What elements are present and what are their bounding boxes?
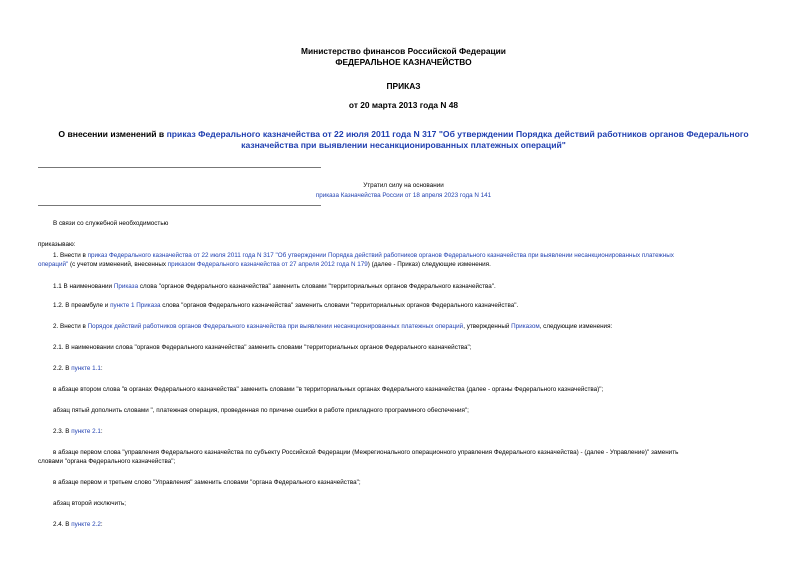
text: 1.2. В преамбуле и [53,302,111,309]
text: слова "органов Федерального казначейства" заменить словами "территориальных органов Федерального казначейства". [160,302,519,309]
link-order-179[interactable]: приказом Федерального казначейства от 27 апреля 2012 года N 179 [167,261,368,268]
paragraph-1-1 [53,282,496,291]
link-order[interactable]: Приказа [136,302,161,309]
text: 2.3. В [53,428,72,435]
link-procedure[interactable]: Порядок действий работников органов Федерального казначейства при выявлении несанкционированных платежных операций [87,323,464,330]
paragraph: в абзаце первом слова "управления Федерального казначейства по субъекту Российской Федерации (Межрегионального операционного управления Федерального казначейства) - (далее - Управление)" заменить [53,449,679,456]
paragraph: В связи со служебной необходимостью [53,220,169,227]
text: 1.1 В наименовании [53,283,114,290]
paragraph-2-4 [53,520,103,529]
text: 1. Внести в [53,252,88,259]
link-order[interactable]: Приказом [511,323,540,330]
paragraph: абзац пятый дополнить словами ", платежная операция, проведенная по причине ошибки в работе прикладного программного обеспечения"; [53,407,469,414]
paragraph-2-2 [53,364,103,373]
link-point-1-1[interactable]: пункте 1.1 [71,365,101,372]
link-point-2-2[interactable]: пункте 2.2 [71,521,101,528]
paragraph-1-cont [38,260,491,269]
doc-date-number: от 20 марта 2013 года N 48 [348,100,459,110]
divider-top [38,167,321,168]
doc-title [30,129,777,151]
text: , следующие изменения: [539,323,613,330]
paragraph: приказываю: [38,241,76,248]
link-point-1[interactable]: пункте 1 [110,302,135,309]
paragraph-2 [53,322,612,331]
paragraph-cont: словами "органа Федерального казначейства"; [38,458,176,465]
link-order[interactable]: Приказа [113,283,139,290]
paragraph: в абзаце втором слова "в органах Федерального казначейства" заменить словами "в территориальных органах Федерального казначейства (далее - органы Федерального казначейства)"; [53,386,604,393]
text: 2. Внести в [53,323,88,330]
link-point-2-1[interactable]: пункте 2.1 [71,428,101,435]
title-prefix: О внесении изменений в [58,129,167,139]
text: 2.4. В [53,521,72,528]
text: : [100,428,103,435]
ministry-name: Министерство финансов Российской Федерации [301,46,506,56]
text: , утвержденный [463,323,512,330]
notice-text: Утратил силу на основании [363,182,444,189]
link-order-317[interactable]: приказ Федерального казначейства от 22 июля 2011 года N 317 "Об утверждении Порядка действий работников органов Федерального казначейства при выявлении несанкционированных платежных [87,252,674,259]
paragraph-1 [53,251,674,260]
agency-name: ФЕДЕРАЛЬНОЕ КАЗНАЧЕЙСТВО [335,57,472,67]
divider-bottom [38,205,321,206]
text: : [100,521,103,528]
paragraph-2-3 [53,427,103,436]
doc-type: ПРИКАЗ [386,81,421,91]
paragraph-2-1: 2.1. В наименовании слова "органов Федерального казначейства" заменить словами "территориальных органов Федерального казначейства"; [53,344,472,351]
link-order-317-cont[interactable]: операций" [38,261,69,268]
notice-link[interactable]: приказа Казначейства России от 18 апреля 2023 года N 141 [315,192,492,199]
paragraph: абзац второй исключить; [53,500,126,507]
paragraph: в абзаце первом и третьем слово "Управления" заменить словами "органа Федерального казначейства"; [53,479,361,486]
text: ) (далее - Приказ) следующие изменения. [367,261,491,268]
text: : [100,365,103,372]
title-link[interactable]: приказ Федерального казначейства от 22 июля 2011 года N 317 "Об утверждении Порядка действий работников органов Федерального казначейства при выявлении несанкционированных платежных операций" [166,129,749,150]
text: слова "органов Федерального казначейства" заменить словами "территориальных органов Федерального казначейства". [138,283,496,290]
paragraph-1-2 [53,301,518,310]
text: (с учетом изменений, внесенных [68,261,168,268]
text: 2.2. В [53,365,72,372]
